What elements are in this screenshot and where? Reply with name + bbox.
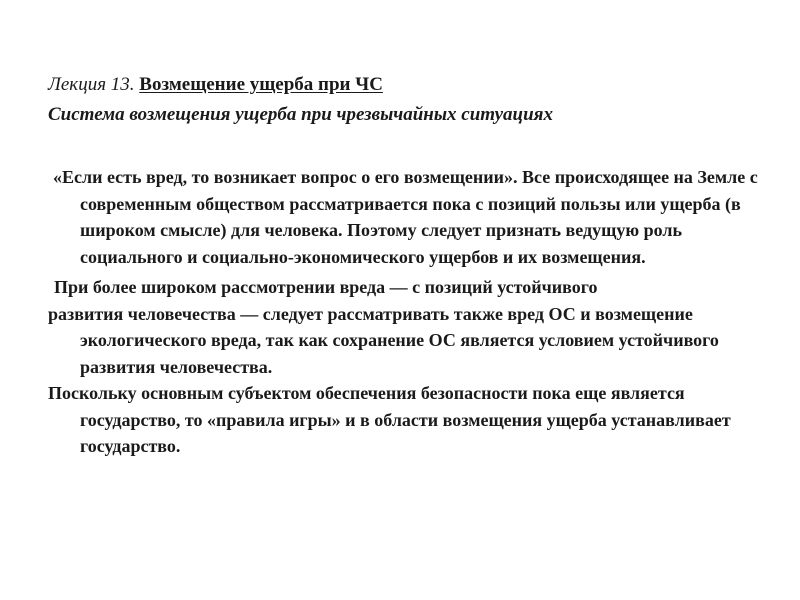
paragraph-broader-view: При более широком рассмотрении вреда — с позиций устойчивого xyxy=(54,277,598,297)
paragraph-damage-compensation: «Если есть вред, то возникает вопрос о его возмещении». Все происходящее на Земле с современным обществом рассматривается пока с позиций пользы или ущерба (в широком смысле) для человека. Поэтому следует признать ведущую роль социального и социально-экономического ущербов и их возмещения. xyxy=(53,167,758,267)
paragraph-sustainable-development: развития человечества — следует рассматривать также вред ОС и возмещение экологического вреда, так как сохранение ОС является условием устойчивого развития человечества. xyxy=(48,303,719,377)
slide-subtitle: Система возмещения ущерба при чрезвычайных ситуациях xyxy=(48,104,553,125)
slide-header xyxy=(48,72,768,128)
lecture-heading xyxy=(48,72,768,98)
slide-body xyxy=(48,164,760,460)
lecture-title: Возмещение ущерба при ЧС xyxy=(139,74,383,95)
lecture-number: Лекция 13. xyxy=(48,74,135,95)
paragraph-state-role: Поскольку основным субъектом обеспечения безопасности пока еще является государство, то «правила игры» и в области возмещения ущерба устанавливает государство. xyxy=(48,383,731,456)
